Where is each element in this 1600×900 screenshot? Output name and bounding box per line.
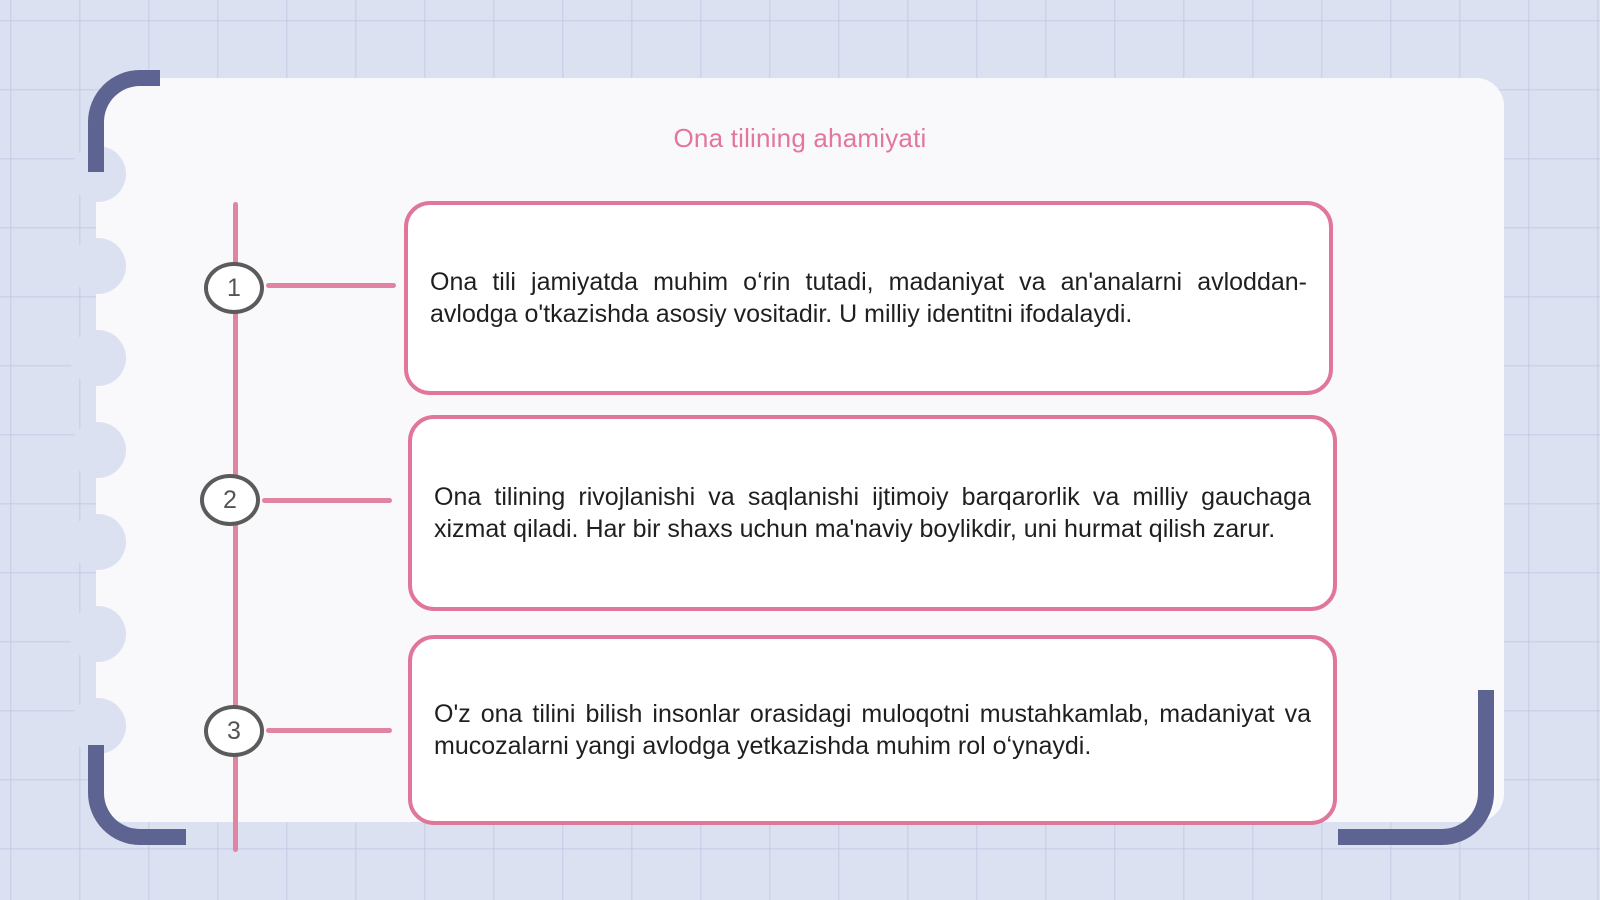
notebook-ring-hole <box>70 422 126 478</box>
content-card-3 <box>408 635 1337 825</box>
notebook-ring-hole <box>70 238 126 294</box>
frame-corner-top-left <box>88 70 160 172</box>
notebook-ring-hole <box>70 514 126 570</box>
frame-corner-bottom-left <box>88 745 186 845</box>
step-number-1: 1 <box>204 262 264 314</box>
timeline-connector-1 <box>266 283 396 288</box>
content-card-2 <box>408 415 1337 611</box>
card-text-1: Ona tili jamiyatda muhim oʻrin tutadi, madaniyat va an'analarni avloddan-avlodga o'tkazishda asosiy vositadir. U milliy identitni ifodalaydi. <box>430 268 1307 328</box>
card-text-2: Ona tilining rivojlanishi va saqlanishi ijtimoiy barqarorlik va milliy gauchaga xizmat qiladi. Har bir shaxs uchun ma'naviy boylikdir, uni hurmat qilish zarur. <box>434 483 1311 543</box>
content-card-1 <box>404 201 1333 395</box>
slide-title: Ona tilining ahamiyati <box>673 123 927 153</box>
notebook-ring-hole <box>70 606 126 662</box>
notebook-ring-hole <box>70 330 126 386</box>
timeline-connector-3 <box>266 728 392 733</box>
card-text-3: O'z ona tilini bilish insonlar orasidagi muloqotni mustahkamlab, madaniyat va mucozalarni yangi avlodga yetkazishda muhim rol oʻynaydi. <box>434 700 1311 760</box>
step-number-3: 3 <box>204 705 264 757</box>
step-number-2: 2 <box>200 474 260 526</box>
timeline-connector-2 <box>262 498 392 503</box>
frame-corner-bottom-right <box>1338 690 1494 845</box>
